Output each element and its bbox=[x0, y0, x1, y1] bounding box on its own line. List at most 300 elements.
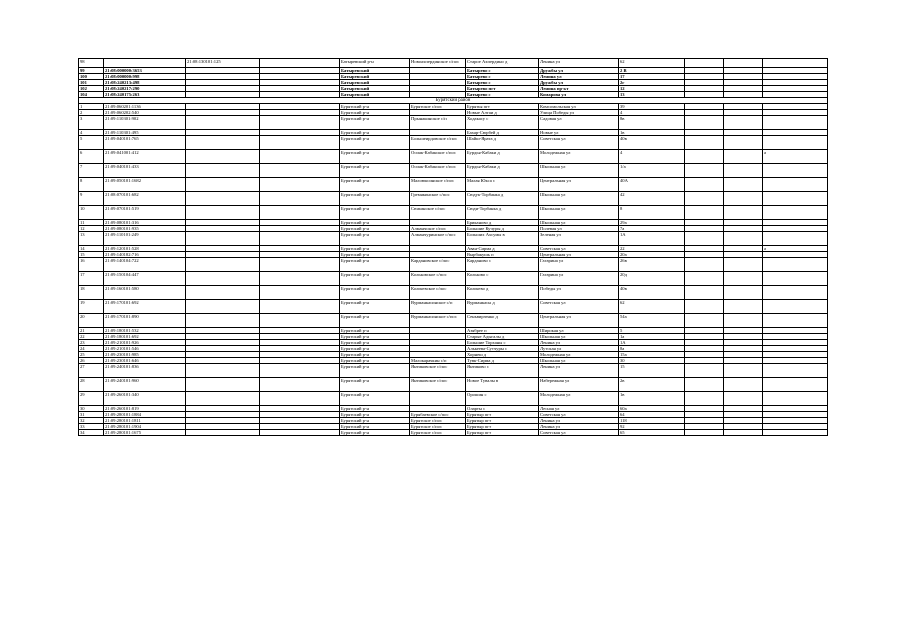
table-cell: Бурятское с/пос bbox=[410, 430, 466, 436]
table-cell: Большие Кучуры д bbox=[466, 226, 539, 232]
table-cell: 21:08:240213:498 bbox=[104, 80, 186, 86]
table-cell bbox=[724, 392, 763, 406]
table-cell: Молодежная ул bbox=[539, 352, 619, 358]
table-cell: Малоюксинское с/пос bbox=[410, 178, 466, 192]
table-cell: Ленина ул bbox=[539, 424, 619, 430]
table-cell bbox=[260, 314, 340, 328]
table-cell: 8 bbox=[619, 206, 685, 220]
table-cell: Бурятский р-н bbox=[340, 252, 410, 258]
table-cell: Ленина ул bbox=[539, 418, 619, 424]
table-cell bbox=[685, 164, 724, 178]
table-cell: Вурманкасинское с/пос bbox=[410, 314, 466, 328]
table-cell: 20а bbox=[619, 252, 685, 258]
table-cell: 15а bbox=[619, 352, 685, 358]
table-cell: 20д bbox=[619, 272, 685, 286]
table-cell bbox=[724, 192, 763, 206]
table-cell: 21:09:070101:519 bbox=[104, 206, 186, 220]
table-cell: 17 bbox=[619, 74, 685, 80]
table-cell: 17 bbox=[79, 272, 104, 286]
table-cell bbox=[260, 164, 340, 178]
table-row bbox=[79, 59, 828, 68]
table-cell bbox=[724, 364, 763, 378]
table-cell bbox=[186, 178, 260, 192]
table-cell: Новое Тувалы в bbox=[466, 378, 539, 392]
table-cell: Бурябаевское с/пос bbox=[410, 412, 466, 418]
table-cell bbox=[186, 378, 260, 392]
table-cell bbox=[410, 392, 466, 406]
table-cell: 24 bbox=[79, 346, 104, 352]
table-cell: 15 bbox=[619, 364, 685, 378]
table-cell bbox=[186, 300, 260, 314]
table-cell: Больших Ахсумы в bbox=[466, 232, 539, 246]
table-cell bbox=[763, 136, 828, 150]
table-cell: Азябрее п bbox=[466, 328, 539, 334]
table-cell: 21:08:000000:3653 bbox=[104, 68, 186, 74]
table-cell bbox=[763, 314, 828, 328]
table-cell bbox=[763, 206, 828, 220]
table-row bbox=[79, 364, 828, 378]
table-cell bbox=[260, 272, 340, 286]
table-cell: 8а bbox=[619, 346, 685, 352]
table-cell: 62 bbox=[619, 59, 685, 68]
register-table bbox=[78, 58, 828, 436]
table-row bbox=[79, 300, 828, 314]
table-cell: 1а bbox=[619, 334, 685, 340]
table-cell: Кардановское с/пос bbox=[410, 258, 466, 272]
table-cell: а bbox=[763, 246, 828, 252]
table-row bbox=[79, 232, 828, 246]
table-cell: Тувк-Сирма д bbox=[466, 358, 539, 364]
table-cell: Кольковское с/пос bbox=[410, 272, 466, 286]
table-cell: 18 bbox=[79, 286, 104, 300]
table-cell: Бурятский р-н bbox=[340, 300, 410, 314]
table-cell: Вырбакушь п bbox=[466, 252, 539, 258]
table-cell: Малая Юкса с bbox=[466, 178, 539, 192]
table-cell: Школьная ул bbox=[539, 358, 619, 364]
table-cell: 21:09:230101:646 bbox=[104, 358, 186, 364]
table-cell: Бурятыр пгт bbox=[466, 418, 539, 424]
table-cell: Батыревский bbox=[340, 80, 410, 86]
table-cell bbox=[260, 364, 340, 378]
table-cell: Кольково с bbox=[466, 272, 539, 286]
table-cell: Гагарина ул bbox=[539, 258, 619, 272]
table-row bbox=[79, 116, 828, 130]
table-cell: Дружбы ул bbox=[539, 68, 619, 74]
table-cell: 21:09:060202:540 bbox=[104, 110, 186, 116]
table-cell: 62 bbox=[619, 300, 685, 314]
table-cell bbox=[260, 136, 340, 150]
table-cell: 3 bbox=[79, 116, 104, 130]
table-cell: Бурятский р-н bbox=[340, 258, 410, 272]
table-cell: 21:09:120101:528 bbox=[104, 246, 186, 252]
table-cell: Новые Алтаи д bbox=[466, 110, 539, 116]
table-cell: Зеленая ул bbox=[539, 232, 619, 246]
table-cell: 12 bbox=[619, 86, 685, 92]
table-cell: Школьная ул bbox=[539, 206, 619, 220]
table-cell: 21:09:050101:1682 bbox=[104, 178, 186, 192]
table-cell: Советская ул bbox=[539, 412, 619, 418]
table-cell: Бурятский р-н bbox=[340, 104, 410, 110]
table-cell bbox=[186, 286, 260, 300]
table-cell: Бурятский р-н bbox=[340, 364, 410, 378]
table-cell: Сюди-Торбанка д bbox=[466, 206, 539, 220]
table-row bbox=[79, 164, 828, 178]
table-cell: Бурятский р-н bbox=[340, 340, 410, 346]
table-cell: Бахар-Сюрбей д bbox=[466, 130, 539, 136]
table-cell: 28 bbox=[79, 378, 104, 392]
table-cell: 21:09:180101:532 bbox=[104, 328, 186, 334]
table-cell: 21:08:130101:125 bbox=[186, 59, 260, 68]
table-cell bbox=[685, 59, 724, 68]
table-cell: Бурятский р-н bbox=[340, 334, 410, 340]
table-cell: 40А bbox=[619, 178, 685, 192]
table-cell bbox=[763, 116, 828, 130]
table-cell: Комсомольская ул bbox=[539, 104, 619, 110]
table-cell: Алманчское с/пос bbox=[410, 226, 466, 232]
table-cell: Школьная ул bbox=[539, 220, 619, 226]
table-cell bbox=[685, 206, 724, 220]
table-cell: Батырево с bbox=[466, 92, 539, 98]
table-cell: Батырево с bbox=[466, 68, 539, 74]
table-cell: 21 bbox=[79, 328, 104, 334]
table-row bbox=[79, 258, 828, 272]
table-cell: Бурятский р-н bbox=[340, 418, 410, 424]
table-cell: 21:08:240175:263 bbox=[104, 92, 186, 98]
table-cell: Орошин с bbox=[466, 392, 539, 406]
table-cell: Молодежная ул bbox=[539, 392, 619, 406]
table-cell bbox=[724, 116, 763, 130]
table-cell: Бурятыр пгт bbox=[466, 430, 539, 436]
table-row bbox=[79, 430, 828, 436]
table-cell bbox=[724, 206, 763, 220]
table-cell bbox=[685, 232, 724, 246]
table-cell: 21:09:040101:433 bbox=[104, 164, 186, 178]
table-cell: 16 bbox=[79, 258, 104, 272]
table-cell: Бурятский р-н bbox=[340, 352, 410, 358]
table-cell: 1в bbox=[619, 130, 685, 136]
table-cell: Батыревский bbox=[340, 68, 410, 74]
table-cell bbox=[685, 300, 724, 314]
table-cell: Большие Торханы с bbox=[466, 340, 539, 346]
table-cell bbox=[724, 300, 763, 314]
table-cell bbox=[186, 206, 260, 220]
table-cell: 5 bbox=[79, 136, 104, 150]
table-cell: Бурятский р-н bbox=[340, 150, 410, 164]
table-cell: Бурятский р-н bbox=[340, 206, 410, 220]
table-cell: 21:09:230101:985 bbox=[104, 352, 186, 358]
table-row bbox=[79, 286, 828, 300]
table-cell: Бурятский р-н bbox=[340, 220, 410, 226]
table-cell: 2г bbox=[619, 80, 685, 86]
table-cell bbox=[763, 59, 828, 68]
table-cell bbox=[724, 272, 763, 286]
table-cell: 21:08:000000:998 bbox=[104, 74, 186, 80]
table-cell: 30 bbox=[79, 406, 104, 412]
table-cell bbox=[186, 314, 260, 328]
table-cell: Янтиковское с/пос bbox=[410, 378, 466, 392]
table-row bbox=[79, 150, 828, 164]
table-cell bbox=[685, 364, 724, 378]
table-cell bbox=[685, 286, 724, 300]
table-cell: 21:09:210101:926 bbox=[104, 340, 186, 346]
table-cell: 2в bbox=[619, 378, 685, 392]
table-cell: Дружбы ул bbox=[539, 80, 619, 86]
table-cell bbox=[685, 136, 724, 150]
table-cell: Лесная ул bbox=[539, 406, 619, 412]
table-cell bbox=[763, 364, 828, 378]
table-cell: Новоахпердинское с/пос bbox=[410, 59, 466, 68]
table-cell: 26 bbox=[79, 358, 104, 364]
table-cell bbox=[724, 378, 763, 392]
table-cell: 21:09:280101:1904 bbox=[104, 424, 186, 430]
table-cell: Батырево пгт bbox=[466, 86, 539, 92]
table-cell: Бурятский р-н bbox=[340, 378, 410, 392]
table-cell: Бурятский р-н bbox=[340, 110, 410, 116]
table-cell: 2 В bbox=[619, 68, 685, 74]
table-cell: 42 bbox=[619, 192, 685, 206]
table-body bbox=[79, 59, 828, 436]
table-cell: 21:09:140104:722 bbox=[104, 258, 186, 272]
table-cell: 21:09:041001:412 bbox=[104, 150, 186, 164]
table-cell: Бурятский р-н bbox=[340, 358, 410, 364]
table-cell: Бурятское с/пос bbox=[410, 104, 466, 110]
table-cell: Советская ул bbox=[539, 300, 619, 314]
table-cell bbox=[260, 206, 340, 220]
table-cell: Бурятский р-н bbox=[340, 286, 410, 300]
table-cell: Батыревский bbox=[340, 74, 410, 80]
table-cell bbox=[260, 116, 340, 130]
table-cell bbox=[763, 192, 828, 206]
table-cell: Бурятский р-н bbox=[340, 430, 410, 436]
table-cell bbox=[763, 286, 828, 300]
table-cell: Бурятский р-н bbox=[340, 192, 410, 206]
table-cell: Центральная ул bbox=[539, 178, 619, 192]
table-cell bbox=[685, 314, 724, 328]
table-cell: Бурятский р-н bbox=[340, 272, 410, 286]
table-cell: Бурятский р-н bbox=[340, 130, 410, 136]
table-cell: 21:09:170101:692 bbox=[104, 300, 186, 314]
table-cell: Бурятский р-н bbox=[340, 136, 410, 150]
table-row bbox=[79, 192, 828, 206]
table-cell: 33 bbox=[79, 424, 104, 430]
table-cell: Бурятыр пгт bbox=[466, 412, 539, 418]
table-cell bbox=[763, 258, 828, 272]
table-cell bbox=[685, 392, 724, 406]
table-cell: Бурятский р-н bbox=[340, 346, 410, 352]
table-cell: 6 bbox=[79, 150, 104, 164]
table-cell bbox=[685, 192, 724, 206]
table-cell: Вурманкасинское с/п bbox=[410, 300, 466, 314]
table-cell: 21:09:260101:340 bbox=[104, 392, 186, 406]
table-cell bbox=[724, 59, 763, 68]
table-cell: Ленина ул bbox=[539, 340, 619, 346]
table-cell: 20 bbox=[79, 314, 104, 328]
table-cell: 12 bbox=[79, 226, 104, 232]
table-cell bbox=[763, 430, 828, 436]
table-cell: Центральная ул bbox=[539, 252, 619, 258]
table-cell: Осиак-Кабакское с/пос bbox=[410, 164, 466, 178]
table-cell: 40в bbox=[619, 136, 685, 150]
section-title: Бурятский район bbox=[79, 98, 828, 104]
table-cell: Оларты с bbox=[466, 406, 539, 412]
table-cell: Батыревский р-н bbox=[340, 59, 410, 68]
table-cell: Улица Победы ул bbox=[539, 110, 619, 116]
table-cell bbox=[724, 232, 763, 246]
table-cell: 118 bbox=[619, 418, 685, 424]
table-cell: 21:09:150104:447 bbox=[104, 272, 186, 286]
table-cell bbox=[186, 116, 260, 130]
table-cell bbox=[260, 59, 340, 68]
table-cell: 9 bbox=[79, 192, 104, 206]
table-cell: Вурманкасы д bbox=[466, 300, 539, 314]
table-cell: а bbox=[763, 150, 828, 164]
table-cell: Бурятский р-н bbox=[340, 226, 410, 232]
table-cell bbox=[186, 392, 260, 406]
table-cell: 1А bbox=[619, 340, 685, 346]
table-cell bbox=[685, 116, 724, 130]
table-cell: Садовая ул bbox=[539, 116, 619, 130]
table-cell: Бурятское с/пос bbox=[410, 424, 466, 430]
table-cell bbox=[186, 192, 260, 206]
table-cell: 2 bbox=[79, 110, 104, 116]
table-cell: Осиак-Кабакское с/пос bbox=[410, 150, 466, 164]
table-cell: Янтиковское с/пос bbox=[410, 364, 466, 378]
table-cell: 22 bbox=[79, 334, 104, 340]
table-cell: Школьная ул bbox=[539, 334, 619, 340]
table-cell: 98 bbox=[79, 59, 104, 68]
table-cell: Бурятский р-н bbox=[340, 116, 410, 130]
table-cell: Бурятский р-н bbox=[340, 412, 410, 418]
table-cell: 101 bbox=[79, 80, 104, 86]
table-cell: 21:09:140182:716 bbox=[104, 252, 186, 258]
table-cell: 21:09:240101:960 bbox=[104, 378, 186, 392]
table-cell bbox=[685, 430, 724, 436]
table-cell: 40в bbox=[619, 286, 685, 300]
table-cell: Бурдья-Кабаки д bbox=[466, 150, 539, 164]
table-cell: Старое Ахпердино д bbox=[466, 59, 539, 68]
table-cell: Новые ул bbox=[539, 130, 619, 136]
table-cell bbox=[724, 136, 763, 150]
table-row bbox=[79, 272, 828, 286]
table-cell bbox=[260, 192, 340, 206]
table-cell bbox=[685, 258, 724, 272]
table-cell: 100 bbox=[79, 74, 104, 80]
table-cell: Сеньвирзенко д bbox=[466, 314, 539, 328]
table-cell: Молодежная ул bbox=[539, 150, 619, 164]
table-cell bbox=[186, 258, 260, 272]
table-cell: 22 bbox=[619, 246, 685, 252]
table-cell: 1в bbox=[619, 392, 685, 406]
table-cell: 99 bbox=[79, 68, 104, 74]
table-cell bbox=[724, 314, 763, 328]
table-cell: Алманчуринское с/пос bbox=[410, 232, 466, 246]
table-cell bbox=[260, 430, 340, 436]
table-cell: Бурятский р-н bbox=[340, 406, 410, 412]
table-cell: Комарова ул bbox=[539, 92, 619, 98]
table-cell: 14 bbox=[79, 246, 104, 252]
table-cell: 21:09:060201:1136 bbox=[104, 104, 186, 110]
table-cell: Бурятья пгт bbox=[466, 104, 539, 110]
table-cell bbox=[724, 164, 763, 178]
table-cell: Бурятский р-н bbox=[340, 328, 410, 334]
table-cell: Бурятыр пгт bbox=[466, 424, 539, 430]
table-row bbox=[79, 206, 828, 220]
table-cell: Гагарина ул bbox=[539, 272, 619, 286]
table-cell bbox=[186, 430, 260, 436]
table-cell: Шайш-Ярата д bbox=[466, 136, 539, 150]
table-cell bbox=[186, 164, 260, 178]
table-cell: 104 bbox=[79, 92, 104, 98]
table-cell: 13 bbox=[79, 232, 104, 246]
table-cell bbox=[186, 272, 260, 286]
table-cell bbox=[724, 430, 763, 436]
table-cell: 21:09:170101:890 bbox=[104, 314, 186, 328]
table-cell: Ленина ул bbox=[539, 74, 619, 80]
table-cell: 102 bbox=[79, 86, 104, 92]
table-cell: 21:09:110101:249 bbox=[104, 232, 186, 246]
table-cell: Советская ул bbox=[539, 136, 619, 150]
table-cell bbox=[763, 392, 828, 406]
table-cell: 8в bbox=[619, 116, 685, 130]
table-cell: Карданово с bbox=[466, 258, 539, 272]
table-cell: 4 bbox=[619, 150, 685, 164]
table-cell: 39 bbox=[619, 104, 685, 110]
table-cell bbox=[763, 164, 828, 178]
table-cell: Лутская ул bbox=[539, 346, 619, 352]
table-cell: 21:09:210101:546 bbox=[104, 346, 186, 352]
table-cell: 21:09:080101:935 bbox=[104, 226, 186, 232]
table-cell: 13 bbox=[619, 92, 685, 98]
table-cell: 5 bbox=[619, 328, 685, 334]
table-cell: 34 bbox=[79, 430, 104, 436]
table-cell: 21:09:280101:1884 bbox=[104, 412, 186, 418]
table-cell: 31 bbox=[79, 412, 104, 418]
table-cell bbox=[186, 364, 260, 378]
table-cell: Янтиково с bbox=[466, 364, 539, 378]
table-cell: Хорнеш д bbox=[466, 352, 539, 358]
table-cell: 23 bbox=[79, 340, 104, 346]
table-cell: Ленина пр-кт bbox=[539, 86, 619, 92]
table-cell bbox=[186, 136, 260, 150]
table-cell: 25 bbox=[79, 352, 104, 358]
table-cell: 29а bbox=[619, 220, 685, 226]
table-cell: Советская ул bbox=[539, 430, 619, 436]
table-cell bbox=[186, 150, 260, 164]
table-cell: Ленина ул bbox=[539, 59, 619, 68]
table-cell: Ходакасу с bbox=[466, 116, 539, 130]
table-cell: 21:09:260101:819 bbox=[104, 406, 186, 412]
table-cell bbox=[685, 378, 724, 392]
table-cell: Сюдук-Торбанка д bbox=[466, 192, 539, 206]
table-cell: Победы ул bbox=[539, 286, 619, 300]
table-cell: Бурятское с/пос bbox=[410, 418, 466, 424]
table-cell: 1 bbox=[79, 104, 104, 110]
table-cell: Батырево с bbox=[466, 80, 539, 86]
table-cell bbox=[260, 286, 340, 300]
table-cell: 64 bbox=[619, 412, 685, 418]
table-cell bbox=[260, 232, 340, 246]
table-cell bbox=[724, 258, 763, 272]
table-cell: 4 bbox=[619, 110, 685, 116]
table-cell bbox=[260, 150, 340, 164]
table-cell bbox=[260, 378, 340, 392]
table-cell: 65 bbox=[619, 430, 685, 436]
table-cell: Кольчевское с/пос bbox=[410, 286, 466, 300]
table-cell bbox=[685, 272, 724, 286]
table-row bbox=[79, 136, 828, 150]
table-cell bbox=[763, 378, 828, 392]
table-cell: 92 bbox=[619, 424, 685, 430]
